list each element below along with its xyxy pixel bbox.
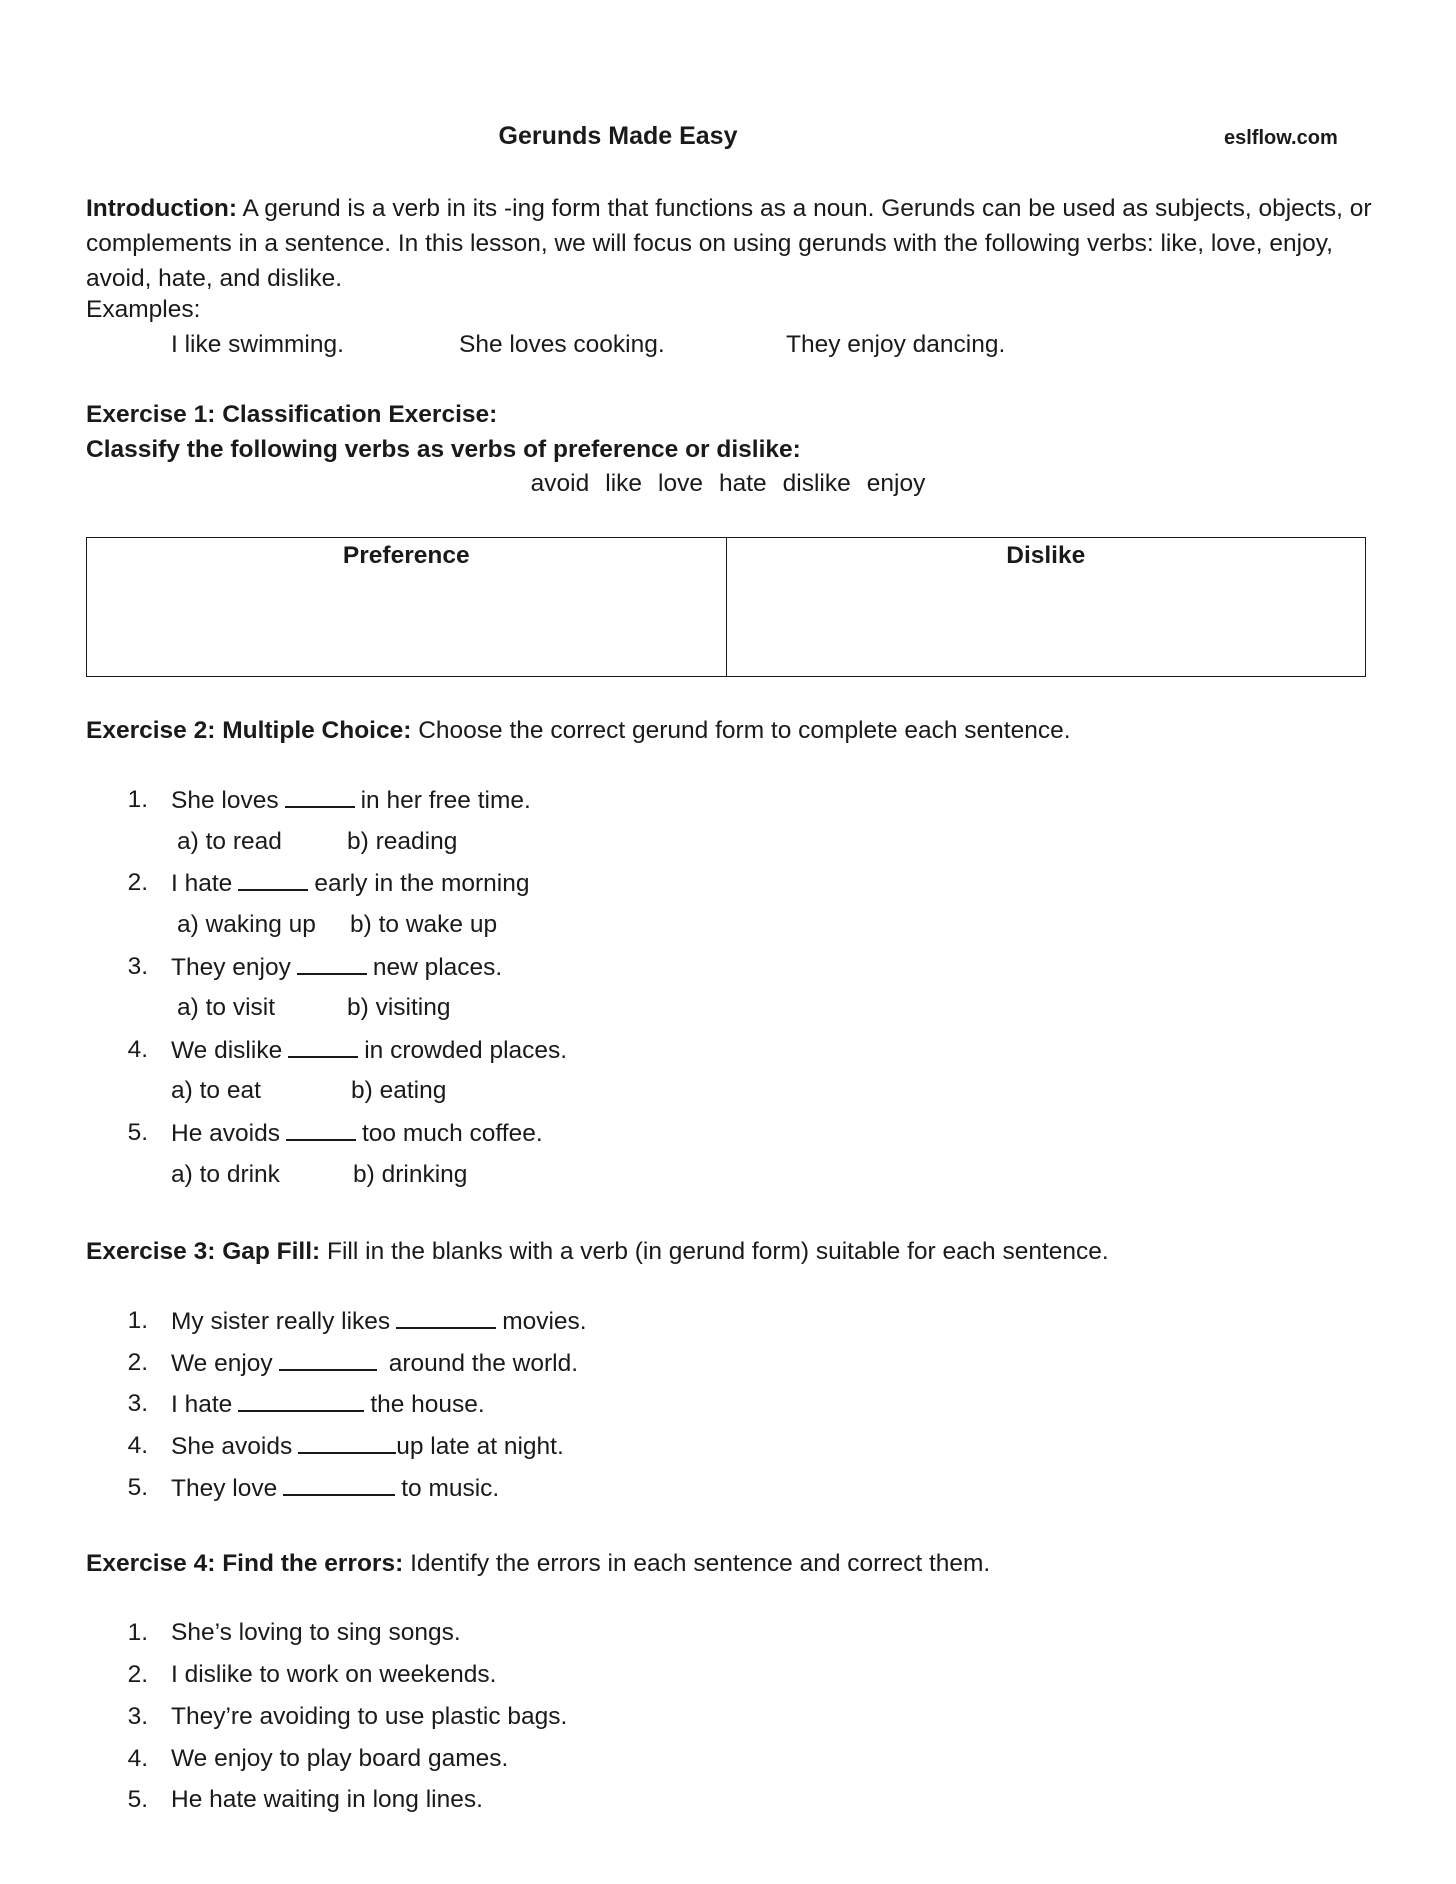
option-b[interactable]: b) eating <box>351 1077 447 1104</box>
item-text-before: I hate <box>171 1391 233 1418</box>
item-number: 1. <box>127 1307 148 1334</box>
option-b[interactable]: b) to wake up <box>350 911 498 938</box>
item-text-after: in her free time. <box>360 787 531 814</box>
list-item: We enjoy to play board games. <box>171 1745 509 1772</box>
item-text-before: He avoids <box>171 1120 280 1147</box>
item-text-before: She avoids <box>171 1433 293 1460</box>
option-a[interactable]: a) to visit <box>177 994 276 1021</box>
item-number: 3. <box>127 1703 148 1730</box>
item-number: 2. <box>127 869 148 896</box>
example-3: They enjoy dancing. <box>786 331 1006 358</box>
item-text-after: in crowded places. <box>364 1037 568 1064</box>
item-number: 2. <box>127 1661 148 1688</box>
list-item: They’re avoiding to use plastic bags. <box>171 1703 568 1730</box>
preference-column[interactable]: Preference <box>87 538 727 677</box>
item-text-after: early in the morning <box>314 870 530 897</box>
exercise3-label: Exercise 3: Gap Fill: <box>86 1238 321 1265</box>
item-number: 5. <box>127 1474 148 1501</box>
option-b[interactable]: b) drinking <box>353 1161 468 1188</box>
item-number: 4. <box>127 1432 148 1459</box>
answer-blank[interactable] <box>238 1390 364 1412</box>
answer-blank[interactable] <box>298 1432 396 1454</box>
item-number: 2. <box>127 1349 148 1376</box>
option-a[interactable]: a) to eat <box>171 1077 261 1104</box>
option-a[interactable]: a) to read <box>177 828 282 855</box>
exercise1-heading: Exercise 1: Classification Exercise: <box>86 401 498 428</box>
answer-blank[interactable] <box>288 1036 358 1058</box>
verb-word: avoid <box>530 470 590 497</box>
introduction-text: A gerund is a verb in its -ing form that functions as a noun. Gerunds can be used as subjects, objects, or complements in a sentence. In this lesson, we will focus on using gerunds with the following verbs: like, love, enjoy, avoid, hate, and dislike. <box>86 195 1372 292</box>
item-text-before: My sister really likes <box>171 1308 391 1335</box>
item-text-after: up late at night. <box>396 1433 564 1460</box>
exercise2-instruction: Choose the correct gerund form to complete each sentence. <box>411 717 1071 744</box>
verb-word: like <box>605 470 643 497</box>
exercise3-heading <box>86 1238 1109 1266</box>
item-text-after: too much coffee. <box>361 1120 543 1147</box>
item-text-after: around the world. <box>388 1350 579 1377</box>
answer-blank[interactable] <box>286 1119 356 1141</box>
answer-blank[interactable] <box>283 1474 395 1496</box>
item-text-before: She loves <box>171 787 279 814</box>
exercise4-heading <box>86 1550 990 1578</box>
item-number: 5. <box>127 1119 148 1146</box>
list-item <box>171 1390 485 1419</box>
dislike-column[interactable]: Dislike <box>726 538 1366 677</box>
exercise2-label: Exercise 2: Multiple Choice: <box>86 717 412 744</box>
item-text-before: They love <box>171 1475 278 1502</box>
answer-blank[interactable] <box>285 786 355 808</box>
list-item <box>171 1036 567 1065</box>
verb-word: love <box>658 470 703 497</box>
verb-word: enjoy <box>866 470 926 497</box>
item-number: 5. <box>127 1786 148 1813</box>
option-a[interactable]: a) to drink <box>171 1161 280 1188</box>
answer-blank[interactable] <box>297 953 367 975</box>
item-number: 1. <box>127 786 148 813</box>
classification-table <box>86 537 1366 677</box>
item-text-after: movies. <box>502 1308 587 1335</box>
item-text-after: the house. <box>370 1391 485 1418</box>
site-name: eslflow.com <box>1224 127 1338 149</box>
answer-blank[interactable] <box>396 1307 496 1329</box>
option-a[interactable]: a) waking up <box>177 911 316 938</box>
list-item: She’s loving to sing songs. <box>171 1619 461 1646</box>
exercise4-instruction: Identify the errors in each sentence and correct them. <box>403 1550 991 1577</box>
list-item <box>171 1349 578 1378</box>
verb-word: hate <box>718 470 767 497</box>
list-item <box>171 1119 543 1148</box>
example-2: She loves cooking. <box>459 331 665 358</box>
item-number: 3. <box>127 1390 148 1417</box>
verb-list <box>0 470 1456 498</box>
item-number: 4. <box>127 1036 148 1063</box>
example-1: I like swimming. <box>171 331 344 358</box>
list-item: I dislike to work on weekends. <box>171 1661 497 1688</box>
page-title: Gerunds Made Easy <box>498 122 738 150</box>
exercise1-instruction: Classify the following verbs as verbs of preference or dislike: <box>86 436 801 463</box>
introduction-paragraph <box>86 191 1376 296</box>
option-b[interactable]: b) visiting <box>347 994 451 1021</box>
item-number: 3. <box>127 953 148 980</box>
item-text-before: We dislike <box>171 1037 283 1064</box>
answer-blank[interactable] <box>238 869 308 891</box>
list-item <box>171 1307 587 1336</box>
option-b[interactable]: b) reading <box>347 828 458 855</box>
list-item <box>171 953 502 982</box>
item-text-before: I hate <box>171 870 233 897</box>
list-item: He hate waiting in long lines. <box>171 1786 483 1813</box>
verb-word: dislike <box>782 470 851 497</box>
list-item <box>171 786 531 815</box>
exercise4-label: Exercise 4: Find the errors: <box>86 1550 404 1577</box>
list-item <box>171 869 529 898</box>
introduction-label: Introduction: <box>86 195 238 222</box>
item-text-after: to music. <box>401 1475 500 1502</box>
item-text-before: We enjoy <box>171 1350 273 1377</box>
item-text-before: They enjoy <box>171 954 291 981</box>
examples-label: Examples: <box>86 296 201 323</box>
exercise2-heading <box>86 717 1071 745</box>
answer-blank[interactable] <box>279 1349 377 1371</box>
item-number: 1. <box>127 1619 148 1646</box>
exercise3-instruction: Fill in the blanks with a verb (in gerund form) suitable for each sentence. <box>320 1238 1109 1265</box>
item-number: 4. <box>127 1745 148 1772</box>
list-item <box>171 1432 564 1461</box>
list-item <box>171 1474 499 1503</box>
item-text-after: new places. <box>372 954 503 981</box>
